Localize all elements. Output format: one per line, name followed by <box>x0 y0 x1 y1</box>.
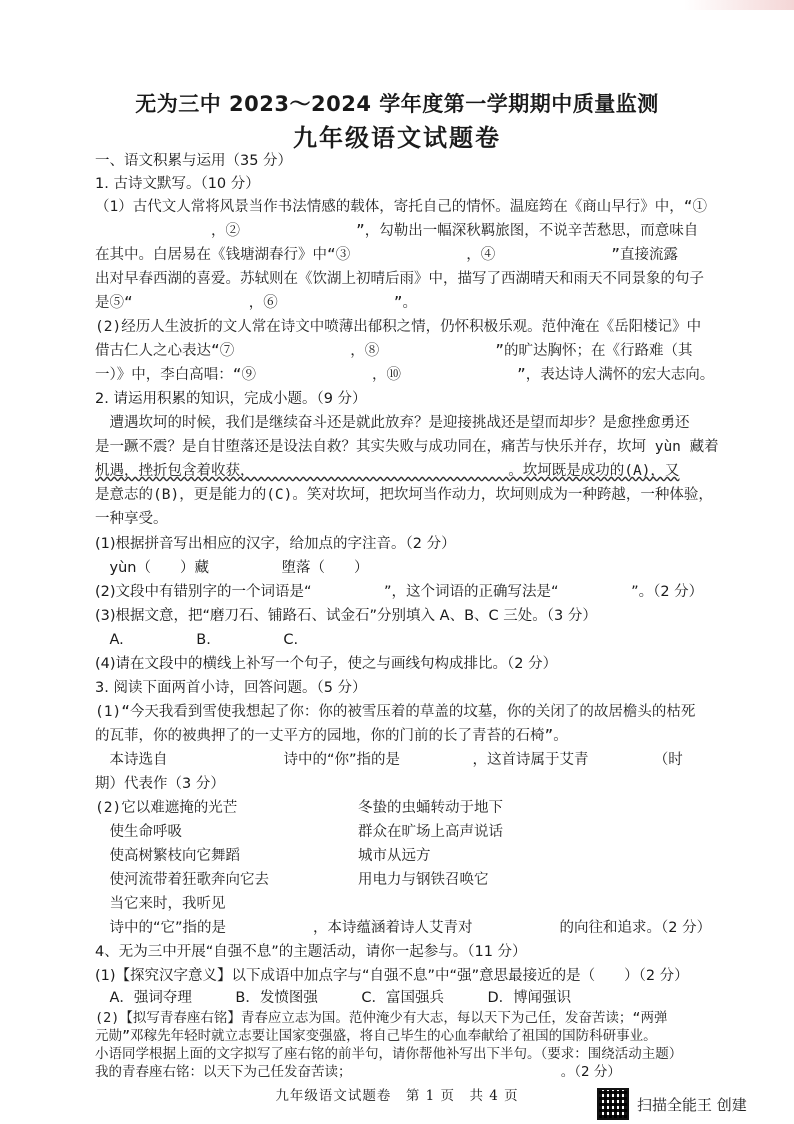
question-text: 出对早春西湖的喜爱。苏轼则在《饮湖上初晴后雨》中，描写了西湖晴天和雨天不同景象的句子 <box>95 271 704 287</box>
answer-blank-line: yùn（ ）藏 堕落（ ） <box>95 560 369 576</box>
poem-text: 的瓦菲，你的被典押了的一丈平方的园地，你的门前的长了青苔的石椅”。 <box>95 728 568 744</box>
answer-options: A. B. C. <box>95 632 299 648</box>
question-text: 一）》中，李白高唱：“⑨ ，⑩ ”，表达诗人满怀的宏大志向。 <box>95 367 715 383</box>
exam-subtitle: 九年级语文试题卷 <box>293 124 501 152</box>
answer-options: A．强词夺理 B．发愤图强 C．富国强兵 D．博闻强识 <box>95 990 572 1006</box>
section-heading: 一、语文积累与运用（35 分） <box>95 153 293 169</box>
poem-line: 使生命呼吸 <box>95 824 182 840</box>
passage-text: 机遇，挫折包含着收获， 。坎坷既是成功的(A)，又 <box>95 463 680 479</box>
scanner-label: 扫描全能王 创建 <box>637 1095 747 1114</box>
sub-question: 期）代表作（3 分） <box>95 776 225 792</box>
passage-text: 一种享受。 <box>95 511 168 527</box>
sub-question: 小语同学根据上面的文字拟写了座右铭的前半句，请你帮他补写出下半句。（要求：围绕活动主题） <box>95 1046 683 1062</box>
question-text: 是⑤“ ，⑥ ”。 <box>95 295 417 311</box>
question-text: （1）古代文人常将风景当作书法情感的载体，寄托自己的情怀。温庭筠在《商山早行》中，“① <box>95 199 707 215</box>
question-text: 借古仁人之心表达“⑦ ，⑧ ”的旷达胸怀；在《行路难（其 <box>95 343 693 359</box>
poem-line-right: 群众在旷场上高声说话 <box>358 824 503 840</box>
scan-edge-mark <box>684 0 794 10</box>
passage-text: 遭遇坎坷的时候，我们是继续奋斗还是就此放弃？是迎接挑战还是望而却步？是愈挫愈勇还 <box>95 415 690 431</box>
poem-line: 使河流带着狂歌奔向它去 <box>95 872 269 888</box>
poem-line-right: 城市从远方 <box>358 848 431 864</box>
question-heading: 1. 古诗文默写。（10 分） <box>95 176 260 192</box>
poem-line-right: 冬蛰的虫蛹转动于地下 <box>358 800 503 816</box>
sub-question: (1)【探究汉字意义】以下成语中加点字与“自强不息”中“强”意思最接近的是（ ）（2 分） <box>95 968 689 984</box>
question-heading: 4、无为三中开展“自强不息”的主题活动，请你一起参与。（11 分） <box>95 944 527 960</box>
qr-code-icon <box>597 1088 629 1120</box>
passage-text: 是意志的(B)，更是能力的(C)。笑对坎坷，把坎坷当作动力，坎坷则成为一种跨越，一种体验， <box>95 487 713 503</box>
question-heading: 2. 请运用积累的知识，完成小题。（9 分） <box>95 391 367 407</box>
poem-line-right: 用电力与钢铁召唤它 <box>358 872 489 888</box>
exam-title: 无为三中 2023～2024 学年度第一学期期中质量监测 <box>135 92 659 116</box>
sub-question: (1)根据拼音写出相应的汉字，给加点的字注音。（2 分） <box>95 536 456 552</box>
passage-text: 是一蹶不震？是自甘堕落还是设法自救？其实失败与成功同在，痛苦与快乐并存，坎坷 yùn 藏着 <box>95 439 719 455</box>
scanner-watermark <box>597 1088 747 1120</box>
sub-question: 元勋”邓稼先年轻时就立志要让国家变强盛，将自己毕生的心血奉献给了祖国的国防科研事业。 <box>95 1028 657 1044</box>
sub-question: (2)文段中有错别字的一个词语是“ ”，这个词语的正确写法是“ ”。（2 分） <box>95 584 704 600</box>
poem-line: (2)它以难遮掩的光芒 <box>95 800 238 816</box>
poem-text: (1)“今天我看到雪使我想起了你：你的被雪压着的草盖的坟墓，你的关闭了的故居檐头的枯死 <box>95 704 696 720</box>
sub-question: 诗中的“它”指的是 ，本诗蕴涵着诗人艾青对 的向往和追求。（2 分） <box>95 920 712 936</box>
poem-line: 当它来时，我听见 <box>95 896 226 912</box>
question-text: (2)经历人生波折的文人常在诗文中喷薄出郁积之情，仍怀积极乐观。范仲淹在《岳阳楼记》中 <box>95 319 702 335</box>
question-heading: 3. 阅读下面两首小诗，回答问题。（5 分） <box>95 680 367 696</box>
question-text: ，② ”，勾勒出一幅深秋羁旅图，不说辛苦愁思，而意味自 <box>95 223 699 239</box>
sub-question: 本诗选自 诗中的“你”指的是 ，这首诗属于艾青 （时 <box>95 752 683 768</box>
sub-question: (4)请在文段中的横线上补写一个句子，使之与画线句构成排比。（2 分） <box>95 656 558 672</box>
page-footer: 九年级语文试题卷 第 1 页 共 4 页 <box>275 1088 519 1104</box>
sub-question: (2)【拟写青春座右铭】青春应立志为国。范仲淹少有大志，每以天下为己任，发奋苦读；“两弹 <box>95 1010 668 1026</box>
question-text: 在其中。白居易在《钱塘湖春行》中“③ ，④ ”直接流露 <box>95 247 678 263</box>
motto-answer-line: 我的青春座右铭：以天下为己任发奋苦读； 。（2 分） <box>95 1064 621 1080</box>
poem-line: 使高树繁枝向它舞蹈 <box>95 848 240 864</box>
sub-question: (3)根据文意，把“磨刀石、铺路石、试金石”分别填入 A、B、C 三处。（3 分） <box>95 608 597 624</box>
